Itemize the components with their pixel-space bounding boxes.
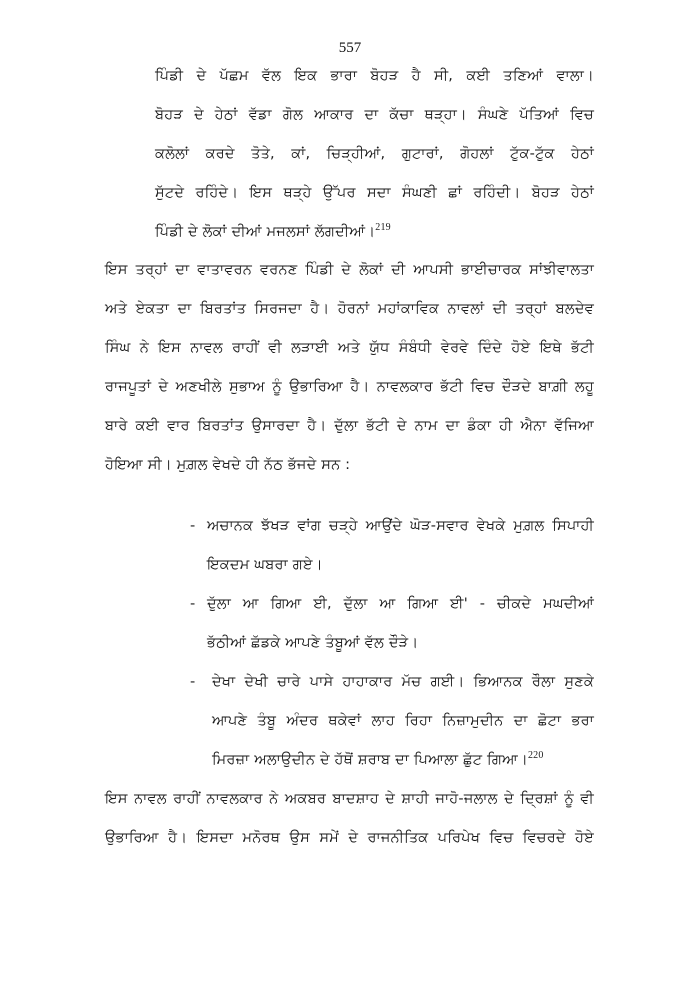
paragraph-line: ਇਸ ਨਾਵਲ ਰਾਹੀਂ ਨਾਵਲਕਾਰ ਨੇ ਅਕਬਰ ਬਾਦਸ਼ਾਹ ਦੇ ਸ਼ਾਹੀ ਜਾਹੋ-ਜਲਾਲ ਦੇ ਦ੍ਰਿਸ਼ਾਂ ਨੂੰ ਵੀ (105, 791, 594, 807)
paragraph-line: ਬਾਰੇ ਕਈ ਵਾਰ ਬਿਰਤਾਂਤ ਉਸਾਰਦਾ ਹੈ। ਦੁੱਲਾ ਭੱਟੀ ਦੇ ਨਾਮ ਦਾ ਡੰਕਾ ਹੀ ਐਨਾ ਵੱਜਿਆ (105, 418, 594, 434)
list-item-line: ਇਕਦਮ ਘਬਰਾ ਗਏ। (207, 557, 323, 573)
quote-line-text: ਪਿੰਡੀ ਦੇ ਲੋਕਾਂ ਦੀਆਂ ਮਜਲਸਾਂ ਲੱਗਦੀਆਂ। (155, 224, 376, 240)
paragraph-line: ਅਤੇ ਏਕਤਾ ਦਾ ਬਿਰਤਾਂਤ ਸਿਰਜਦਾ ਹੈ। ਹੋਰਨਾਂ ਮਹਾਂਕਾਵਿਕ ਨਾਵਲਾਂ ਦੀ ਤਰ੍ਹਾਂ ਬਲਦੇਵ (105, 301, 594, 317)
footnote-ref-220: 220 (527, 750, 544, 761)
list-item-text: ਮਿਰਜ਼ਾ ਅਲਾਉਦੀਨ ਦੇ ਹੱਥੋਂ ਸ਼ਰਾਬ ਦਾ ਪਿਆਲਾ ਛੁੱਟ ਗਿਆ। (212, 752, 528, 768)
quote-line: ਬੋਹੜ ਦੇ ਹੇਠਾਂ ਵੱਡਾ ਗੋਲ ਆਕਾਰ ਦਾ ਕੱਚਾ ਥੜ੍ਹਾ। ਸੰਘਣੇ ਪੱਤਿਆਂ ਵਿਚ (155, 107, 594, 123)
paragraph-line: ਹੋਇਆ ਸੀ। ਮੁਗ਼ਲ ਵੇਖਦੇ ਹੀ ਨੱਠ ਭੱਜਦੇ ਸਨ : (105, 457, 351, 473)
footnote-ref-219: 219 (375, 222, 391, 233)
list-item-line: ਭੱਠੀਆਂ ਛੱਡਕੇ ਆਪਣੇ ਤੰਬੂਆਂ ਵੱਲ ਦੌੜੇ। (207, 635, 419, 651)
list-item-line-last (212, 750, 544, 770)
page-number: 557 (338, 40, 362, 56)
paragraph-line: ਰਾਜਪੂਤਾਂ ਦੇ ਅਣਖੀਲੇ ਸੁਭਾਅ ਨੂੰ ਉਭਾਰਿਆ ਹੈ। ਨਾਵਲਕਾਰ ਭੱਟੀ ਵਿਚ ਦੌੜਦੇ ਬਾਗ਼ੀ ਲਹੂ (105, 379, 594, 395)
list-item-line: ਅਚਾਨਕ ਝੱਖੜ ਵਾਂਗ ਚੜ੍ਹੇ ਆਉਂਦੇ ਘੋੜ-ਸਵਾਰ ਵੇਖਕੇ ਮੁਗ਼ਲ ਸਿਪਾਹੀ (207, 518, 594, 534)
paragraph-line: ਸਿੰਘ ਨੇ ਇਸ ਨਾਵਲ ਰਾਹੀਂ ਵੀ ਲੜਾਈ ਅਤੇ ਯੁੱਧ ਸੰਬੰਧੀ ਵੇਰਵੇ ਦਿੰਦੇ ਹੋਏ ਇਥੇ ਭੱਟੀ (105, 340, 594, 356)
list-item-line: ਆਪਣੇ ਤੰਬੂ ਅੰਦਰ ਥਕੇਵਾਂ ਲਾਹ ਰਿਹਾ ਨਿਜ਼ਾਮੁਦੀਨ ਦਾ ਛੋਟਾ ਭਰਾ (212, 713, 594, 729)
list-dash: - (190, 596, 196, 612)
quote-line: ਸੁੱਟਦੇ ਰਹਿੰਦੇ। ਇਸ ਥੜ੍ਹੇ ਉੱਪਰ ਸਦਾ ਸੰਘਣੀ ਛਾਂ ਰਹਿੰਦੀ। ਬੋਹੜ ਹੇਠਾਂ (155, 185, 594, 201)
quote-line: ਪਿੰਡੀ ਦੇ ਪੱਛਮ ਵੱਲ ਇਕ ਭਾਰਾ ਬੋਹੜ ਹੈ ਸੀ, ਕਈ ਤਣਿਆਂ ਵਾਲਾ। (155, 68, 594, 84)
list-dash: - (190, 674, 196, 690)
quote-line-last (155, 222, 391, 242)
paragraph-line: ਉਭਾਰਿਆ ਹੈ। ਇਸਦਾ ਮਨੋਰਥ ਉਸ ਸਮੇਂ ਦੇ ਰਾਜਨੀਤਿਕ ਪਰਿਪੇਖ ਵਿਚ ਵਿਚਰਦੇ ਹੋਏ (105, 830, 594, 846)
list-dash: - (190, 518, 196, 534)
paragraph-line: ਇਸ ਤਰ੍ਹਾਂ ਦਾ ਵਾਤਾਵਰਨ ਵਰਨਣ ਪਿੰਡੀ ਦੇ ਲੋਕਾਂ ਦੀ ਆਪਸੀ ਭਾਈਚਾਰਕ ਸਾਂਝੀਵਾਲਤਾ (105, 262, 594, 278)
list-item-line: ਦੁੱਲਾ ਆ ਗਿਆ ਈ, ਦੁੱਲਾ ਆ ਗਿਆ ਈ' - ਚੀਕਦੇ ਮਘਦੀਆਂ (207, 596, 594, 612)
quote-line: ਕਲੋਲਾਂ ਕਰਦੇ ਤੋਤੇ, ਕਾਂ, ਚਿੜ੍ਹੀਆਂ, ਗੁਟਾਰਾਂ, ਗੋਹਲਾਂ ਟੁੱਕ-ਟੁੱਕ ਹੇਠਾਂ (155, 146, 594, 162)
list-item-line: ਦੇਖਾ ਦੇਖੀ ਚਾਰੇ ਪਾਸੇ ਹਾਹਾਕਾਰ ਮੱਚ ਗਈ। ਭਿਆਨਕ ਰੌਲਾ ਸੁਣਕੇ (212, 674, 594, 690)
